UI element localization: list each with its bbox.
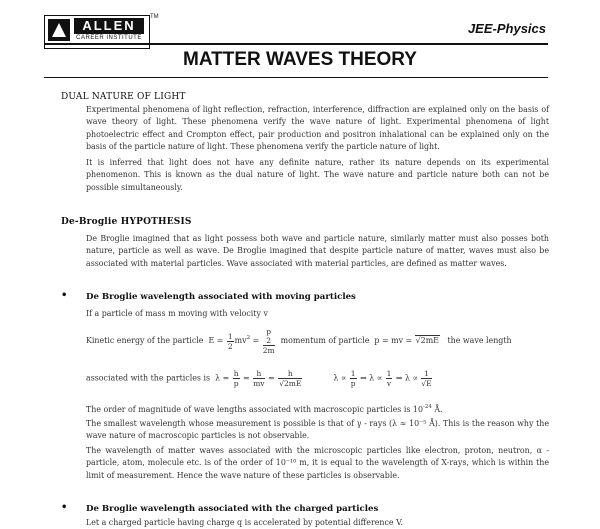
kinetic-energy-equation: Kinetic energy of the particle E = $\frac{1}{2}$ $mv^2$ = p 2 2m momentum of particle p = mv = √2mE the wave length [86,327,512,355]
order-unit: Å. [431,405,443,414]
order-of-magnitude-line [86,404,443,414]
header-rule [44,43,548,45]
subject-label: JEE-Physics [467,21,546,36]
fraction-1-sqrtE: $\frac{1}{√E}$ [421,369,432,388]
trademark: TM [150,14,159,20]
wavelength-equation: associated with the particles is λ = $\frac{h}{p}$ = $\frac{h}{mv}$ = $\frac{h}{√2mE}$ λ ∝ $\frac{1}{p}$ ⇒ λ ∝ $\frac{1}{v}$ ⇒ λ ∝ $\frac{1}{√E}$ [86,369,432,388]
title-rule [44,77,548,78]
debroglie-paragraph: De Broglie imagined that as light possess both wave and particle nature, similarly matter must also posses both nature, particle as well as wave. De Broglie imagined that despite particle nature of matter, waves must also be associated with material particles. Wave associated with material particles, are defined as matter waves. [86,234,549,268]
logo-subtitle: CAREER INSTITUTE [76,35,142,41]
fraction-h-mv: $\frac{h}{mv}$ [253,369,265,388]
bullet-charged: • [61,502,68,513]
order-exponent: -24 [422,404,432,410]
wl-suffix: the wave length [447,336,512,345]
subheading-moving-particles: De Broglie wavelength associated with moving particles [86,292,356,302]
assoc-text: associated with the particles is [86,373,211,383]
fraction-h-sqrt: $\frac{h}{√2mE}$ [279,369,302,388]
sqrt-2mE: √2mE [415,336,439,345]
logo-name: ALLEN [74,18,144,34]
section-heading-debroglie: De-Broglie HYPOTHESIS [61,217,192,227]
order-text: The order of magnitude of wave lengths associated with macroscopic particles is 10 [86,405,423,414]
dual-nature-paragraph-1: Experimental phenomena of light reflection, refraction, interference, diffraction are explained only on the basis of wave theory of light. These phenomena verify the wave nature of light. Experimental phenomena of light photoelectric effect and Crompton effect, pair production and positron inhalational can be explained only on the basis of the particle nature of light. These phenomena verify the particle nature of light. [86,105,549,151]
page-title: MATTER WAVES THEORY [183,49,417,70]
bullet-moving: • [61,290,68,301]
fraction-half: $\frac{1}{2}$ [227,331,233,351]
dual-nature-paragraph-2: It is inferred that light does not have any definite nature, rather its nature depends on its experimental phenomenon. This is known as the dual nature of light. The wave nature and particle nature both can not be possible simultaneously. [86,158,549,192]
subheading-charged-particles: De Broglie wavelength associated with the charged particles [86,504,379,514]
fraction-1-p: $\frac{1}{p}$ [350,369,356,388]
ke-suffix: momentum of particle [280,336,370,345]
fraction-p2-2m: p 2 2m [262,327,275,355]
xray-paragraph: The wavelength of matter waves associated with the microscopic particles like electron, proton, neutron, α - particle, atom, molecule etc. is of the order of 10⁻¹⁰ m, it is equal to the wavelength of X-rays, which is within the limit of measurement. Hence the wave nature of these particles is observable. [86,446,549,480]
charged-intro: Let a charged particle having charge q is accelerated by potential difference V. [86,518,403,527]
section-heading-dual-nature: DUAL NATURE OF LIGHT [61,92,186,102]
ke-prefix: Kinetic energy of the particle [86,336,204,345]
fraction-1-v: $\frac{1}{v}$ [386,369,392,388]
moving-intro: If a particle of mass m moving with velocity v [86,309,268,318]
logo-emblem-icon [48,19,70,41]
smallest-wavelength-paragraph: The smallest wavelength whose measurement is possible is that of γ - rays (λ ≈ 10⁻⁵ Å). This is the reason why the wave nature of macroscopic particles is not observable. [86,419,549,441]
fraction-h-p: $\frac{h}{p}$ [233,369,239,388]
